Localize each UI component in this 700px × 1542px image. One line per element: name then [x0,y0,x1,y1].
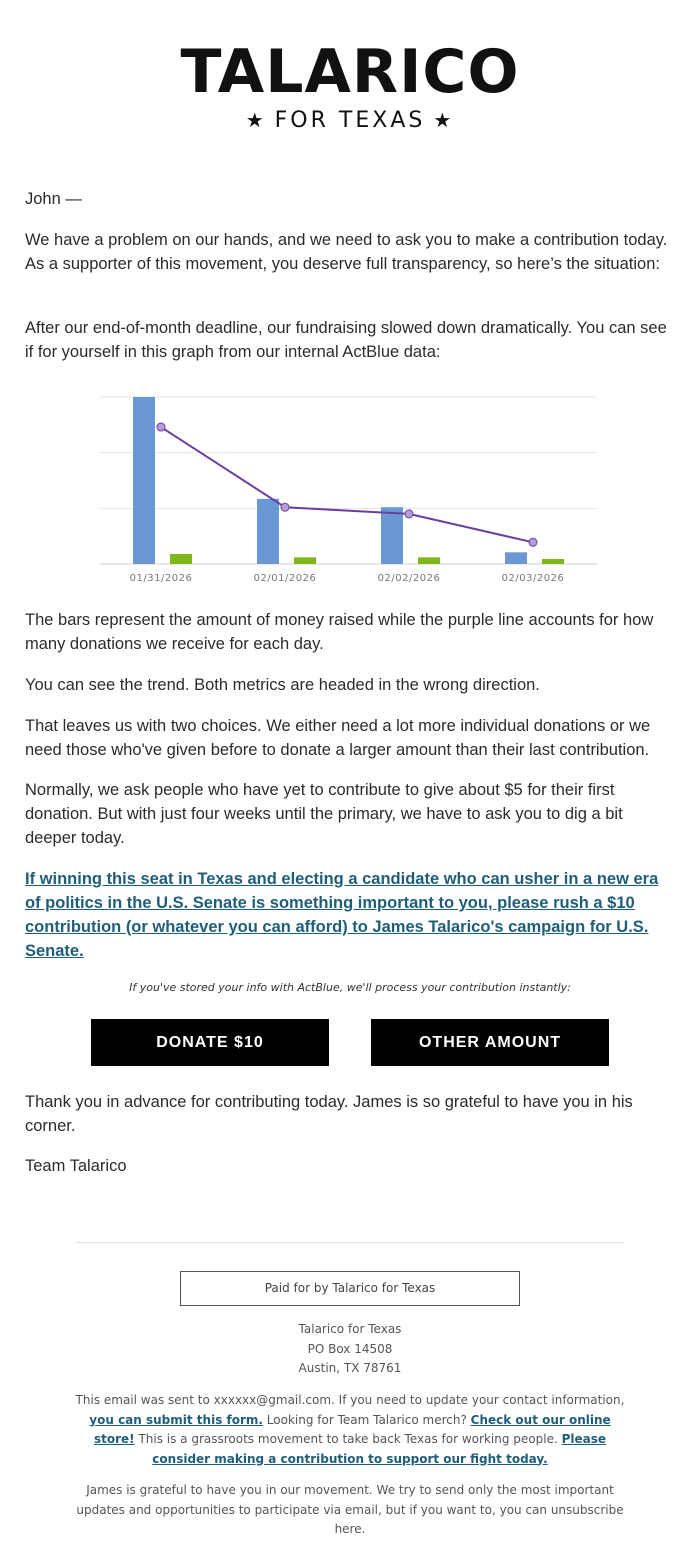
address-line-2: Austin, TX 78761 [298,1361,402,1375]
campaign-logo [0,38,700,135]
sent-to-text: This email was sent to xxxxxx@gmail.com. If you need to update your contact information, [75,1393,625,1407]
address-line-1: PO Box 14508 [307,1341,393,1356]
donations-point [405,510,413,518]
x-tick-label: 01/31/2026 [129,573,193,584]
donations-point [529,538,537,546]
actblue-note: If you've stored your info with ActBlue, we'll process your contribution instantly: [129,981,571,994]
bar-secondary [294,557,316,564]
bar-amount-raised [381,507,403,564]
cta-paragraph [25,867,675,963]
x-tick-label: 02/01/2026 [253,573,317,584]
online-store-link[interactable]: Check out our online store! [93,1412,611,1446]
contribute-link[interactable]: Please consider making a contribution to support our fight today. [152,1432,607,1466]
logo-tagline-row [0,106,700,135]
bar-secondary [418,557,440,564]
other-amount-button[interactable]: OTHER AMOUNT [371,1019,609,1066]
x-tick-label: 02/02/2026 [377,573,441,584]
fundraising-chart [95,385,605,585]
paragraph-trend: You can see the trend. Both metrics are headed in the wrong direction. [25,676,540,694]
merch-text: Looking for Team Talarico merch? [262,1412,471,1427]
contribution-cta-link[interactable]: If winning this seat in Texas and electing a candidate who can usher in a new era of politics in the U.S. Senate is something important to you, please rush a $10 contribution (or whatever you can afford) to James Talarico's campaign for U.S. Senate. [25,870,659,960]
chart-x-labels [130,573,565,584]
footer-closing: James is grateful to have you in our movement. We try to send only the most important updates and opportunities to participate via email, but if you want to, you can unsubscribe here. [76,1483,624,1536]
greeting: John — [25,190,82,208]
update-info-link[interactable]: you can submit this form. [89,1412,263,1427]
donate-10-button[interactable]: DONATE $10 [91,1019,329,1066]
x-tick-label: 02/03/2026 [501,573,565,584]
address-org: Talarico for Texas [298,1322,402,1336]
grassroots-text: This is a grassroots movement to take back Texas for working people. [134,1432,562,1446]
logo-wordmark: TALARICO [180,37,520,107]
logo-tagline: FOR TEXAS [274,108,426,133]
paragraph-ask: Normally, we ask people who have yet to contribute to give about $5 for their first donation. But with just four weeks until the primary, we have to ask you to dig a bit deeper today. [25,781,623,847]
paragraph-thanks: Thank you in advance for contributing today. James is so grateful to have you in his corner. [25,1093,633,1135]
paragraph-deadline: After our end-of-month deadline, our fundraising slowed down dramatically. You can see if for yourself in this graph from our internal ActBlue data: [25,319,667,361]
paragraph-problem: We have a problem on our hands, and we need to ask you to make a contribution today. As a supporter of this movement, you deserve full transparency, so here’s the situation: [25,231,668,273]
chart-line-series [157,423,537,546]
donations-point [157,423,165,431]
chart-bars [133,397,564,564]
bar-amount-raised [505,552,527,564]
bar-secondary [542,559,564,564]
paragraph-two-choices: That leaves us with two choices. We either need a lot more individual donations or we need those who've given before to donate a larger amount than their last contribution. [25,717,651,759]
bar-amount-raised [257,499,279,564]
mailing-address [70,1320,630,1379]
star-icon: ★ [433,108,455,132]
bar-amount-raised [133,397,155,564]
footer-divider [75,1242,625,1243]
footer-info [70,1391,630,1469]
star-icon: ★ [245,108,267,132]
signoff: Team Talarico [25,1157,127,1175]
donations-line [161,427,533,542]
paid-for-disclaimer: Paid for by Talarico for Texas [180,1271,520,1306]
paragraph-bars-explainer: The bars represent the amount of money raised while the purple line accounts for how many donations we receive for each day. [25,611,654,653]
bar-secondary [170,554,192,564]
donations-point [281,503,289,511]
